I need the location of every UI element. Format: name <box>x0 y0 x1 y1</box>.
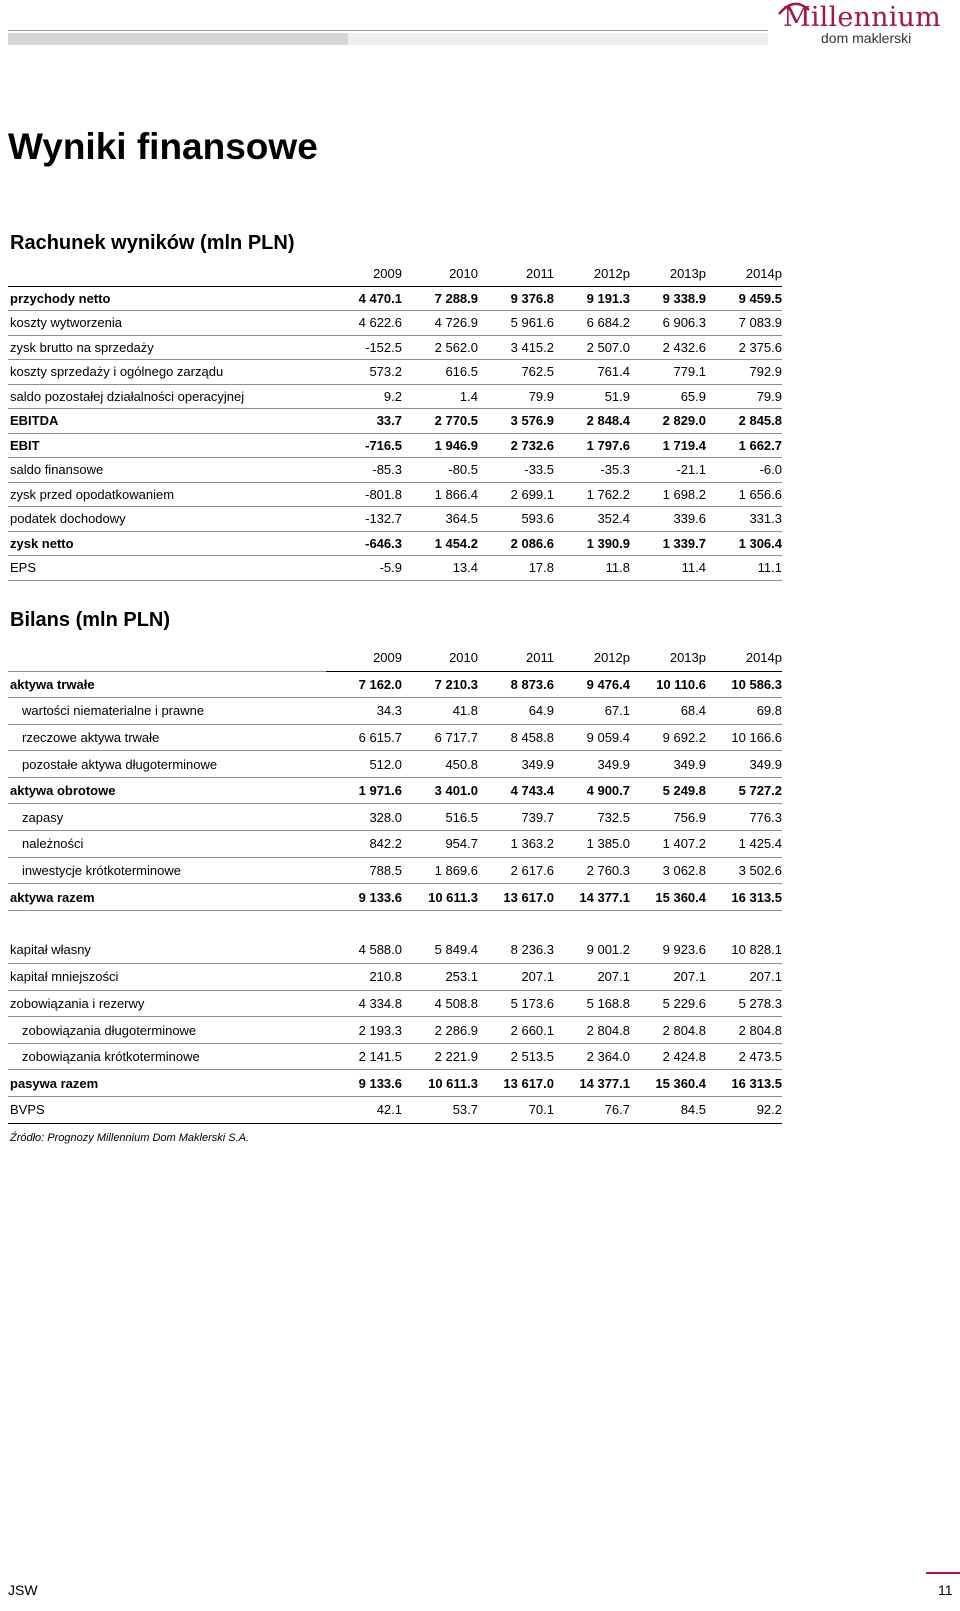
row-label: zysk netto <box>8 531 326 556</box>
table-row <box>8 671 782 698</box>
cell-value: 69.8 <box>706 698 782 725</box>
cell-value: 9 001.2 <box>554 937 630 964</box>
table-header-row <box>8 645 782 671</box>
row-label: należności <box>8 831 326 858</box>
row-label: saldo finansowe <box>8 458 326 483</box>
cell-value: 573.2 <box>326 360 402 385</box>
cell-value: 2 660.1 <box>478 1017 554 1044</box>
cell-value: 207.1 <box>478 964 554 991</box>
page-number: 11 <box>938 1582 953 1598</box>
cell-value: 2 804.8 <box>554 1017 630 1044</box>
table-row <box>8 458 782 483</box>
header-band-dark <box>8 33 348 45</box>
cell-value: 1 407.2 <box>630 831 706 858</box>
cell-value: 5 173.6 <box>478 990 554 1017</box>
cell-value: 79.9 <box>706 384 782 409</box>
cell-value: 3 415.2 <box>478 335 554 360</box>
cell-value: -132.7 <box>326 507 402 532</box>
cell-value: 842.2 <box>326 831 402 858</box>
cell-value: 41.8 <box>402 698 478 725</box>
cell-value: -35.3 <box>554 458 630 483</box>
cell-value: 2 562.0 <box>402 335 478 360</box>
cell-value: 3 576.9 <box>478 409 554 434</box>
footer-company: JSW <box>8 1582 38 1598</box>
cell-value: -716.5 <box>326 433 402 458</box>
cell-value: 207.1 <box>706 964 782 991</box>
cell-value: 42.1 <box>326 1097 402 1124</box>
row-label: aktywa razem <box>8 884 326 911</box>
cell-value: 2 617.6 <box>478 857 554 884</box>
cell-value: 2 770.5 <box>402 409 478 434</box>
cell-value: 328.0 <box>326 804 402 831</box>
cell-value: 1.4 <box>402 384 478 409</box>
table-row <box>8 698 782 725</box>
cell-value: 4 622.6 <box>326 311 402 336</box>
cell-value: 4 508.8 <box>402 990 478 1017</box>
cell-value: 1 797.6 <box>554 433 630 458</box>
cell-value: 349.9 <box>706 751 782 778</box>
cell-value: 7 210.3 <box>402 671 478 698</box>
cell-value: 9 133.6 <box>326 1070 402 1097</box>
table-row <box>8 1097 782 1124</box>
row-label: koszty sprzedaży i ogólnego zarządu <box>8 360 326 385</box>
cell-value: 67.1 <box>554 698 630 725</box>
table-row <box>8 884 782 911</box>
year-header: 2010 <box>402 645 478 671</box>
cell-value: 210.8 <box>326 964 402 991</box>
header-band-light <box>348 33 768 45</box>
cell-value: 92.2 <box>706 1097 782 1124</box>
year-header: 2009 <box>326 261 402 286</box>
table-header-row <box>8 261 782 286</box>
row-label: koszty wytworzenia <box>8 311 326 336</box>
cell-value: 34.3 <box>326 698 402 725</box>
cell-value: -33.5 <box>478 458 554 483</box>
cell-value: -80.5 <box>402 458 478 483</box>
cell-value: 756.9 <box>630 804 706 831</box>
cell-value: 84.5 <box>630 1097 706 1124</box>
company-logo <box>783 2 953 50</box>
cell-value: 2 829.0 <box>630 409 706 434</box>
row-label: zobowiązania i rezerwy <box>8 990 326 1017</box>
cell-value: 10 166.6 <box>706 724 782 751</box>
cell-value: 954.7 <box>402 831 478 858</box>
footer-accent-line <box>926 1572 960 1574</box>
cell-value: 4 334.8 <box>326 990 402 1017</box>
cell-value: 10 110.6 <box>630 671 706 698</box>
cell-value: 1 866.4 <box>402 482 478 507</box>
cell-value: 1 306.4 <box>706 531 782 556</box>
cell-value: 1 971.6 <box>326 777 402 804</box>
cell-value: 6 906.3 <box>630 311 706 336</box>
table-row <box>8 777 782 804</box>
page-title: Wyniki finansowe <box>8 126 318 167</box>
cell-value: 450.8 <box>402 751 478 778</box>
table-row <box>8 360 782 385</box>
cell-value: 70.1 <box>478 1097 554 1124</box>
row-label: zysk przed opodatkowaniem <box>8 482 326 507</box>
cell-value: 11.8 <box>554 556 630 581</box>
table-row <box>8 286 782 311</box>
row-label: zapasy <box>8 804 326 831</box>
cell-value: 2 804.8 <box>630 1017 706 1044</box>
cell-value: -5.9 <box>326 556 402 581</box>
year-header: 2009 <box>326 645 402 671</box>
cell-value: 9 059.4 <box>554 724 630 751</box>
cell-value: 349.9 <box>630 751 706 778</box>
row-label: kapitał mniejszości <box>8 964 326 991</box>
year-header: 2011 <box>478 645 554 671</box>
cell-value: 79.9 <box>478 384 554 409</box>
cell-value: 8 236.3 <box>478 937 554 964</box>
row-label: przychody netto <box>8 286 326 311</box>
cell-value: 339.6 <box>630 507 706 532</box>
table-row <box>8 384 782 409</box>
spacer-row <box>8 910 782 937</box>
cell-value: 17.8 <box>478 556 554 581</box>
cell-value: 13 617.0 <box>478 1070 554 1097</box>
cell-value: 2 432.6 <box>630 335 706 360</box>
cell-value: 5 727.2 <box>706 777 782 804</box>
cell-value: 9 191.3 <box>554 286 630 311</box>
cell-value: 2 286.9 <box>402 1017 478 1044</box>
row-label: saldo pozostałej działalności operacyjnej <box>8 384 326 409</box>
cell-value: 10 586.3 <box>706 671 782 698</box>
year-header: 2014p <box>706 261 782 286</box>
cell-value: 2 375.6 <box>706 335 782 360</box>
cell-value: 4 470.1 <box>326 286 402 311</box>
cell-value: 776.3 <box>706 804 782 831</box>
cell-value: 1 385.0 <box>554 831 630 858</box>
cell-value: 207.1 <box>554 964 630 991</box>
cell-value: 9 923.6 <box>630 937 706 964</box>
cell-value: 3 062.8 <box>630 857 706 884</box>
cell-value: 53.7 <box>402 1097 478 1124</box>
cell-value: 739.7 <box>478 804 554 831</box>
table-row <box>8 964 782 991</box>
year-header: 2011 <box>478 261 554 286</box>
cell-value: 2 732.6 <box>478 433 554 458</box>
cell-value: 10 611.3 <box>402 1070 478 1097</box>
cell-value: 13.4 <box>402 556 478 581</box>
row-label: BVPS <box>8 1097 326 1124</box>
cell-value: 2 473.5 <box>706 1043 782 1070</box>
cell-value: 732.5 <box>554 804 630 831</box>
row-label: aktywa obrotowe <box>8 777 326 804</box>
cell-value: 364.5 <box>402 507 478 532</box>
logo-subtitle: dom maklerski <box>821 30 912 46</box>
cell-value: 1 656.6 <box>706 482 782 507</box>
cell-value: 762.5 <box>478 360 554 385</box>
cell-value: 68.4 <box>630 698 706 725</box>
row-label: kapitał własny <box>8 937 326 964</box>
cell-value: -85.3 <box>326 458 402 483</box>
cell-value: 9 133.6 <box>326 884 402 911</box>
cell-value: 14 377.1 <box>554 1070 630 1097</box>
logo-name: Millennium <box>783 2 941 33</box>
table-row <box>8 507 782 532</box>
cell-value: 9.2 <box>326 384 402 409</box>
row-label: EBIT <box>8 433 326 458</box>
cell-value: 10 611.3 <box>402 884 478 911</box>
cell-value: 8 873.6 <box>478 671 554 698</box>
table-row <box>8 990 782 1017</box>
cell-value: 9 376.8 <box>478 286 554 311</box>
cell-value: 2 424.8 <box>630 1043 706 1070</box>
row-label: zobowiązania długoterminowe <box>8 1017 326 1044</box>
row-label: wartości niematerialne i prawne <box>8 698 326 725</box>
cell-value: -152.5 <box>326 335 402 360</box>
cell-value: 6 717.7 <box>402 724 478 751</box>
cell-value: 512.0 <box>326 751 402 778</box>
cell-value: 2 848.4 <box>554 409 630 434</box>
income-statement-table <box>8 261 782 581</box>
row-label: EBITDA <box>8 409 326 434</box>
row-label: EPS <box>8 556 326 581</box>
cell-value: 15 360.4 <box>630 1070 706 1097</box>
row-label: podatek dochodowy <box>8 507 326 532</box>
table-row <box>8 751 782 778</box>
cell-value: 8 458.8 <box>478 724 554 751</box>
table-row <box>8 433 782 458</box>
cell-value: 2 513.5 <box>478 1043 554 1070</box>
cell-value: 207.1 <box>630 964 706 991</box>
year-header: 2012p <box>554 645 630 671</box>
row-label: inwestycje krótkoterminowe <box>8 857 326 884</box>
cell-value: 11.4 <box>630 556 706 581</box>
cell-value: 11.1 <box>706 556 782 581</box>
cell-value: 331.3 <box>706 507 782 532</box>
cell-value: 6 615.7 <box>326 724 402 751</box>
table-row <box>8 482 782 507</box>
cell-value: 10 828.1 <box>706 937 782 964</box>
cell-value: 5 229.6 <box>630 990 706 1017</box>
row-label: pasywa razem <box>8 1070 326 1097</box>
cell-value: 5 961.6 <box>478 311 554 336</box>
table-row <box>8 531 782 556</box>
cell-value: 5 278.3 <box>706 990 782 1017</box>
cell-value: 3 502.6 <box>706 857 782 884</box>
cell-value: 1 454.2 <box>402 531 478 556</box>
table-row <box>8 1043 782 1070</box>
cell-value: 1 662.7 <box>706 433 782 458</box>
cell-value: 779.1 <box>630 360 706 385</box>
row-label: aktywa trwałe <box>8 671 326 698</box>
cell-value: 253.1 <box>402 964 478 991</box>
cell-value: -6.0 <box>706 458 782 483</box>
cell-value: 4 588.0 <box>326 937 402 964</box>
table-row <box>8 937 782 964</box>
table-row <box>8 335 782 360</box>
year-header: 2012p <box>554 261 630 286</box>
cell-value: 2 221.9 <box>402 1043 478 1070</box>
cell-value: 14 377.1 <box>554 884 630 911</box>
cell-value: 9 459.5 <box>706 286 782 311</box>
table-row <box>8 857 782 884</box>
table-row <box>8 831 782 858</box>
cell-value: 2 845.8 <box>706 409 782 434</box>
cell-value: 9 338.9 <box>630 286 706 311</box>
cell-value: 3 401.0 <box>402 777 478 804</box>
cell-value: -646.3 <box>326 531 402 556</box>
cell-value: 1 946.9 <box>402 433 478 458</box>
cell-value: 349.9 <box>554 751 630 778</box>
cell-value: 6 684.2 <box>554 311 630 336</box>
cell-value: 792.9 <box>706 360 782 385</box>
cell-value: 1 869.6 <box>402 857 478 884</box>
header-line <box>8 30 768 31</box>
cell-value: 2 364.0 <box>554 1043 630 1070</box>
cell-value: 761.4 <box>554 360 630 385</box>
cell-value: 1 339.7 <box>630 531 706 556</box>
table-row <box>8 556 782 581</box>
cell-value: 616.5 <box>402 360 478 385</box>
cell-value: 2 699.1 <box>478 482 554 507</box>
cell-value: 1 698.2 <box>630 482 706 507</box>
cell-value: 1 363.2 <box>478 831 554 858</box>
cell-value: 4 743.4 <box>478 777 554 804</box>
cell-value: 9 692.2 <box>630 724 706 751</box>
cell-value: 4 726.9 <box>402 311 478 336</box>
cell-value: 4 900.7 <box>554 777 630 804</box>
cell-value: 33.7 <box>326 409 402 434</box>
cell-value: 2 507.0 <box>554 335 630 360</box>
cell-value: 7 288.9 <box>402 286 478 311</box>
cell-value: 2 193.3 <box>326 1017 402 1044</box>
year-header: 2013p <box>630 645 706 671</box>
cell-value: 5 849.4 <box>402 937 478 964</box>
cell-value: 5 168.8 <box>554 990 630 1017</box>
balance-sheet-table <box>8 645 782 1124</box>
cell-value: -21.1 <box>630 458 706 483</box>
table-row <box>8 804 782 831</box>
row-label: pozostałe aktywa długoterminowe <box>8 751 326 778</box>
row-label: rzeczowe aktywa trwałe <box>8 724 326 751</box>
year-header: 2013p <box>630 261 706 286</box>
cell-value: 593.6 <box>478 507 554 532</box>
header-bar <box>8 30 768 44</box>
cell-value: 15 360.4 <box>630 884 706 911</box>
cell-value: 2 804.8 <box>706 1017 782 1044</box>
cell-value: 13 617.0 <box>478 884 554 911</box>
source-note: Źródło: Prognozy Millennium Dom Maklerski S.A. <box>10 1132 250 1144</box>
cell-value: 7 083.9 <box>706 311 782 336</box>
cell-value: 76.7 <box>554 1097 630 1124</box>
cell-value: 65.9 <box>630 384 706 409</box>
cell-value: 788.5 <box>326 857 402 884</box>
cell-value: 5 249.8 <box>630 777 706 804</box>
year-header: 2014p <box>706 645 782 671</box>
cell-value: 2 086.6 <box>478 531 554 556</box>
income-statement-title: Rachunek wyników (mln PLN) <box>10 232 295 254</box>
row-label: zysk brutto na sprzedaży <box>8 335 326 360</box>
cell-value: 349.9 <box>478 751 554 778</box>
cell-value: 7 162.0 <box>326 671 402 698</box>
cell-value: 51.9 <box>554 384 630 409</box>
table-row <box>8 409 782 434</box>
year-header: 2010 <box>402 261 478 286</box>
cell-value: -801.8 <box>326 482 402 507</box>
table-row <box>8 311 782 336</box>
cell-value: 64.9 <box>478 698 554 725</box>
cell-value: 1 762.2 <box>554 482 630 507</box>
cell-value: 16 313.5 <box>706 884 782 911</box>
cell-value: 9 476.4 <box>554 671 630 698</box>
table-row <box>8 1070 782 1097</box>
cell-value: 1 719.4 <box>630 433 706 458</box>
cell-value: 16 313.5 <box>706 1070 782 1097</box>
cell-value: 1 390.9 <box>554 531 630 556</box>
cell-value: 2 760.3 <box>554 857 630 884</box>
cell-value: 2 141.5 <box>326 1043 402 1070</box>
table-row <box>8 724 782 751</box>
row-label: zobowiązania krótkoterminowe <box>8 1043 326 1070</box>
cell-value: 352.4 <box>554 507 630 532</box>
balance-sheet-title: Bilans (mln PLN) <box>10 609 171 631</box>
cell-value: 1 425.4 <box>706 831 782 858</box>
cell-value: 516.5 <box>402 804 478 831</box>
table-row <box>8 1017 782 1044</box>
